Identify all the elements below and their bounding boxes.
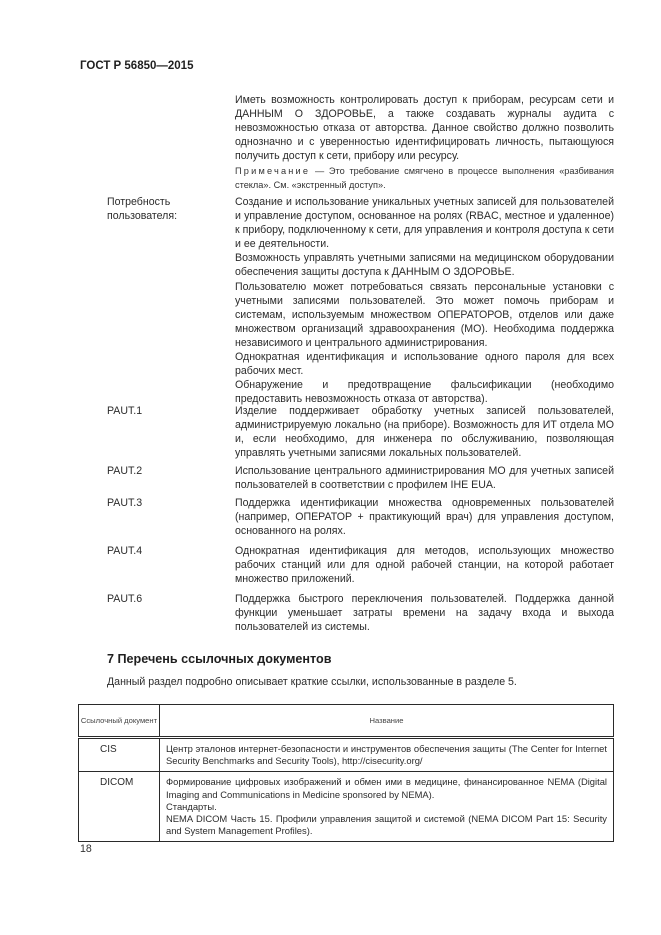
user-need-text	[235, 195, 614, 406]
reference-code: DICOM	[79, 772, 160, 842]
requirement-id: PAUT.3	[107, 497, 143, 509]
section-intro: Данный раздел подробно описывает краткие ссылки, использованные в разделе 5.	[107, 676, 517, 688]
requirement-id: PAUT.2	[107, 465, 143, 477]
reference-title	[160, 772, 614, 842]
requirement-text: Поддержка быстрого переключения пользователей. Поддержка данной функции уменьшает затраты времени на задачу входа и выхода пользователей из системы.	[235, 593, 614, 634]
requirement-text: Изделие поддерживает обработку учетных записей пользователей, администрируемую локально (на приборе). Возможность для ИТ отдела МО и, если необходимо, для инженера по обслуживанию, позволяющая управлять учетными записями локальных пользователей.	[235, 405, 614, 460]
reference-code: CIS	[79, 738, 160, 772]
intro-paragraph	[235, 93, 614, 163]
user-need-paragraph: Создание и использование уникальных учетных записей для пользователей и управление доступом, основанное на ролях (RBAC, местное и удаленное) к прибору, подключенному к сети, для управления и контроля доступа к сети и ее деятельности.	[235, 196, 614, 251]
reference-title	[160, 738, 614, 772]
user-need-label-line1: Потребность	[107, 196, 171, 208]
column-header-name: Название	[160, 705, 614, 738]
note-label: Примечание	[235, 166, 311, 176]
reference-title-line: Центр эталонов интернет-безопасности и инструментов обеспечения защиты (The Center for Internet Security Benchmarks and Security Tools), http://cisecurity.org/	[166, 743, 607, 767]
user-need-paragraph: Возможность управлять учетными записями на медицинском оборудовании обеспечения защиты доступа к ДАННЫМ О ЗДОРОВЬЕ.	[235, 252, 614, 279]
table-row	[79, 738, 614, 772]
section-heading: 7 Перечень ссылочных документов	[107, 652, 332, 666]
page-number: 18	[80, 843, 92, 855]
note	[235, 165, 614, 192]
table-row	[79, 772, 614, 842]
requirement-id: PAUT.6	[107, 593, 143, 605]
requirement-id: PAUT.1	[107, 405, 143, 417]
table-header-row	[79, 705, 614, 738]
user-need-paragraph: Пользователю может потребоваться связать персональные установки с учетными записями пользователей. Это может помочь приборам и системам, используемым множеством ОПЕРАТОРОВ, отделов или даже множеством организаций здравоохранения (МО). Необходима поддержка независимого и центрального администрирования.	[235, 280, 614, 349]
requirement-id: PAUT.4	[107, 545, 143, 557]
user-need-paragraph: Однократная идентификация и использование одного пароля для всех рабочих мест.	[235, 351, 614, 378]
requirement-text: Использование центрального администрирования МО для учетных записей пользователей в соответствии с профилем IHE EUA.	[235, 465, 614, 492]
requirement-text: Поддержка идентификации множества одновременных пользователей (например, ОПЕРАТОР + практикующий врач) для управления доступом, основанного на ролях.	[235, 497, 614, 538]
reference-title-line: Стандарты.	[166, 800, 217, 812]
document-header-id: ГОСТ Р 56850—2015	[80, 60, 194, 72]
user-need-paragraph: Обнаружение и предотвращение фальсификации (необходимо предоставить невозможность отказа от авторства).	[235, 379, 614, 406]
requirement-text: Однократная идентификация для методов, использующих множество рабочих станций или для одной рабочей станции, на которой работает множество приложений.	[235, 545, 614, 586]
user-need-label	[107, 195, 177, 223]
references-table	[78, 704, 614, 842]
note-text: — Это требование смягчено в процессе выполнения «разбивания стекла». См. «экстренный доступ».	[235, 166, 614, 190]
intro-text: Иметь возможность контролировать доступ к приборам, ресурсам сети и ДАННЫМ О ЗДОРОВЬЕ, а также создавать журналы аудита с невозможностью отказа от авторства. Данное свойство должно позволить однозначно и с уверенностью идентифицировать личность, пытающуюся получить доступ к сети, прибору или ресурсу.	[235, 94, 614, 163]
user-need-label-line2: пользователя:	[107, 210, 178, 223]
reference-title-line: Формирование цифровых изображений и обмен ими в медицине, финансированное NEMA (Digital Imaging and Communications in Medicine sponsored by NEMA).	[166, 776, 607, 800]
column-header-reference: Ссылочный документ	[79, 705, 160, 738]
reference-title-line: NEMA DICOM Часть 15. Профили управления защитой и системой (NEMA DICOM Part 15: Security and System Management Profiles).	[166, 813, 607, 837]
